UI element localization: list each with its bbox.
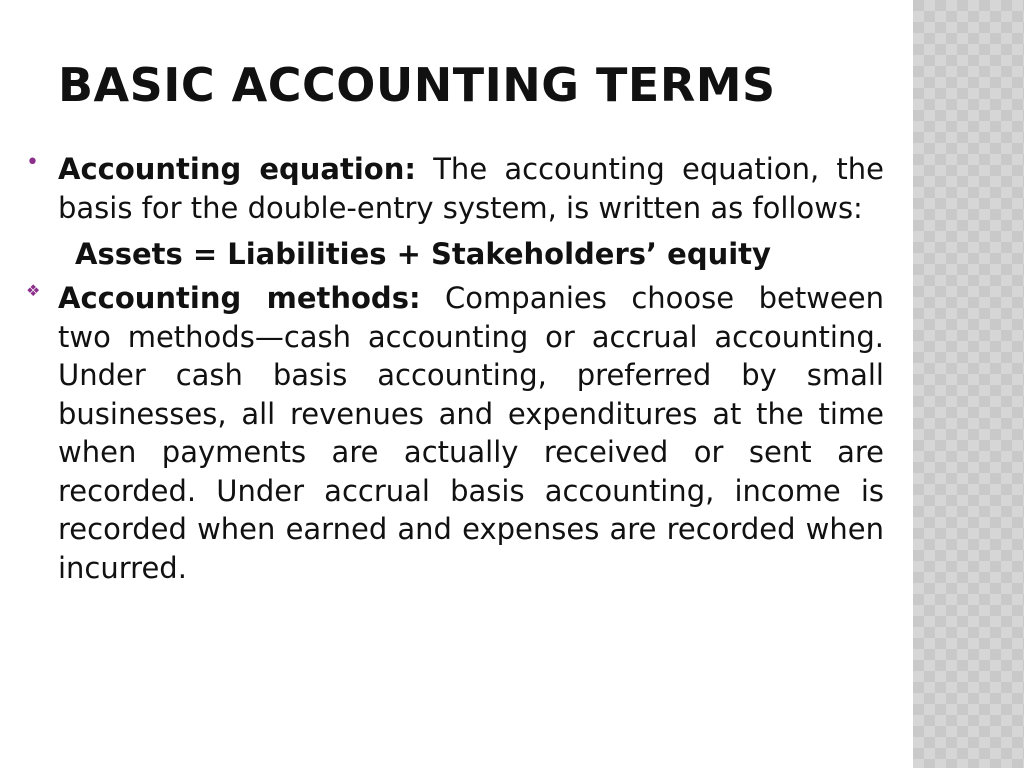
- term-label: Accounting equation:: [58, 152, 416, 186]
- diamond-bullet-icon: ❖: [26, 281, 41, 300]
- side-pattern-panel: [913, 0, 1024, 768]
- slide-title: BASIC ACCOUNTING TERMS: [58, 58, 776, 112]
- bullet-list: [0, 150, 913, 587]
- accounting-equation: Assets = Liabilities + Stakeholders’ equity: [75, 237, 771, 271]
- list-item: [0, 279, 913, 587]
- term-description: Companies choose between two methods—cash accounting or accrual accounting. Under cash basis accounting, preferred by small businesses, all revenues and expenditures at the time when payments are actually received or sent are recorded. Under accrual basis accounting, income is recorded when earned and expenses are recorded when incurred.: [58, 281, 884, 585]
- bullet-text: [58, 279, 884, 587]
- bullet-text: [58, 150, 884, 227]
- term-description: The accounting equation, the basis for the double-entry system, is written as follows:: [58, 152, 884, 225]
- term-label: Accounting methods:: [58, 281, 421, 315]
- list-item: [0, 150, 913, 227]
- bullet-dot-icon: •: [26, 150, 39, 175]
